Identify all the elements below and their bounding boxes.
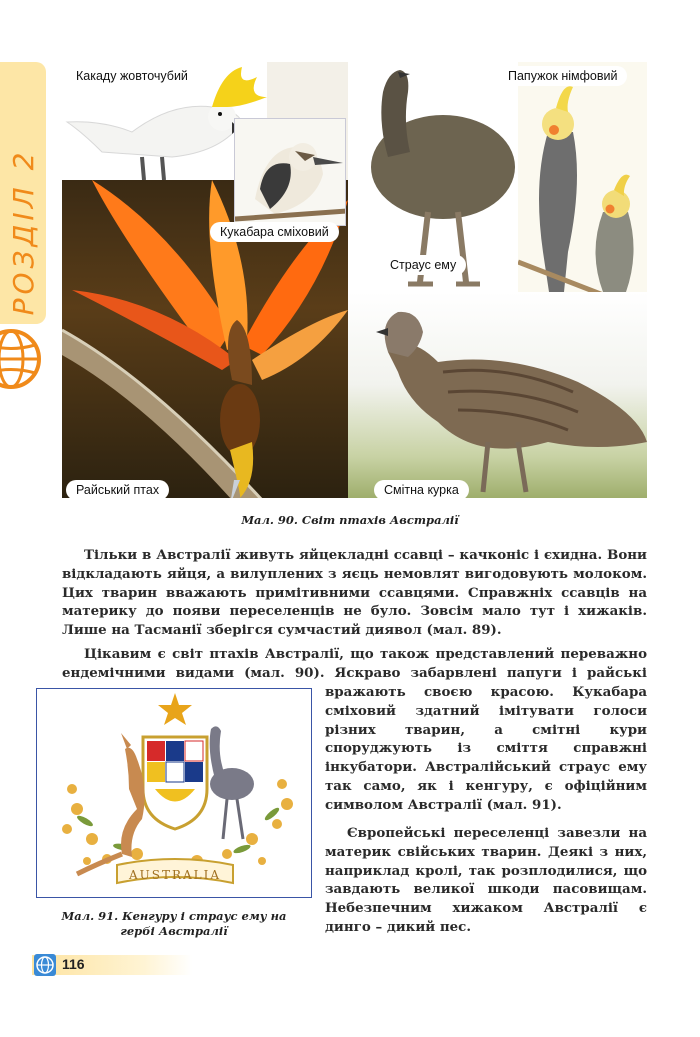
page-number-bar [32, 955, 192, 975]
figure91-caption-line1: Мал. 91. Кенгуру і страус ему на [61, 909, 287, 923]
label-cockatiel: Папужок німфовий [498, 66, 627, 86]
scroll-text: AUSTRALIA [128, 868, 222, 882]
section-tab [0, 62, 46, 324]
birds-collage [62, 62, 647, 498]
paragraph-3: Європейські переселенці завезли на материк свійських тварин. Деякі з них, наприклад кролі, так розплодилися, що завдають великої шкоди пасовищам. Небезпечним хижаком Австралії є динго – дикий пес. [325, 825, 647, 935]
paragraph-1: Тільки в Австралії живуть яйцекладні ссавці – качконіс і єхидна. Вони відкладають яйця, а вилуплених з яєць немовлят вигодовують молоком. Цих тварин вважають примітивними ссавцями. Справжніх ссавців на материку до появи переселенців не було. Зовсім мало тут і хижаків. Лише на Тасманії зберігся сумчастий диявол (мал. 89). [62, 547, 647, 639]
label-malleefowl: Смітна курка [374, 480, 469, 498]
globe-icon [0, 328, 42, 390]
malleefowl-photo [348, 292, 647, 498]
label-emu: Страус ему [380, 255, 466, 275]
figure91-caption-line2: гербі Австралії [120, 924, 228, 938]
figure90-caption: Мал. 90. Світ птахів Австралії [241, 513, 459, 527]
label-kookaburra: Кукабара сміховий [210, 222, 339, 242]
coat-of-arms-image [36, 688, 312, 898]
paragraph-2-rest: вражають своєю красою. Кукабара сміховий здатний імітувати голоси різних тварин, а смітні кури споруджують із сміття справжні інкубатори. Австралійський страус ему так само, як і кенгуру, є офіційним символом Австралії (мал. 91). [325, 684, 647, 813]
kookaburra-photo [234, 118, 346, 226]
label-paradise-bird: Райський птах [66, 480, 169, 498]
page-globe-icon [34, 954, 56, 976]
paragraph-2-top: Цікавим є світ птахів Австралії, що також представлений переважно ендемічними видами (мал. 90). Яскраво забарвлені папуги і райські [62, 646, 647, 681]
section-label: РОЗДІЛ 2 [6, 148, 40, 316]
page-number: 116 [62, 956, 85, 972]
label-cockatoo: Какаду жовточубий [66, 66, 198, 86]
